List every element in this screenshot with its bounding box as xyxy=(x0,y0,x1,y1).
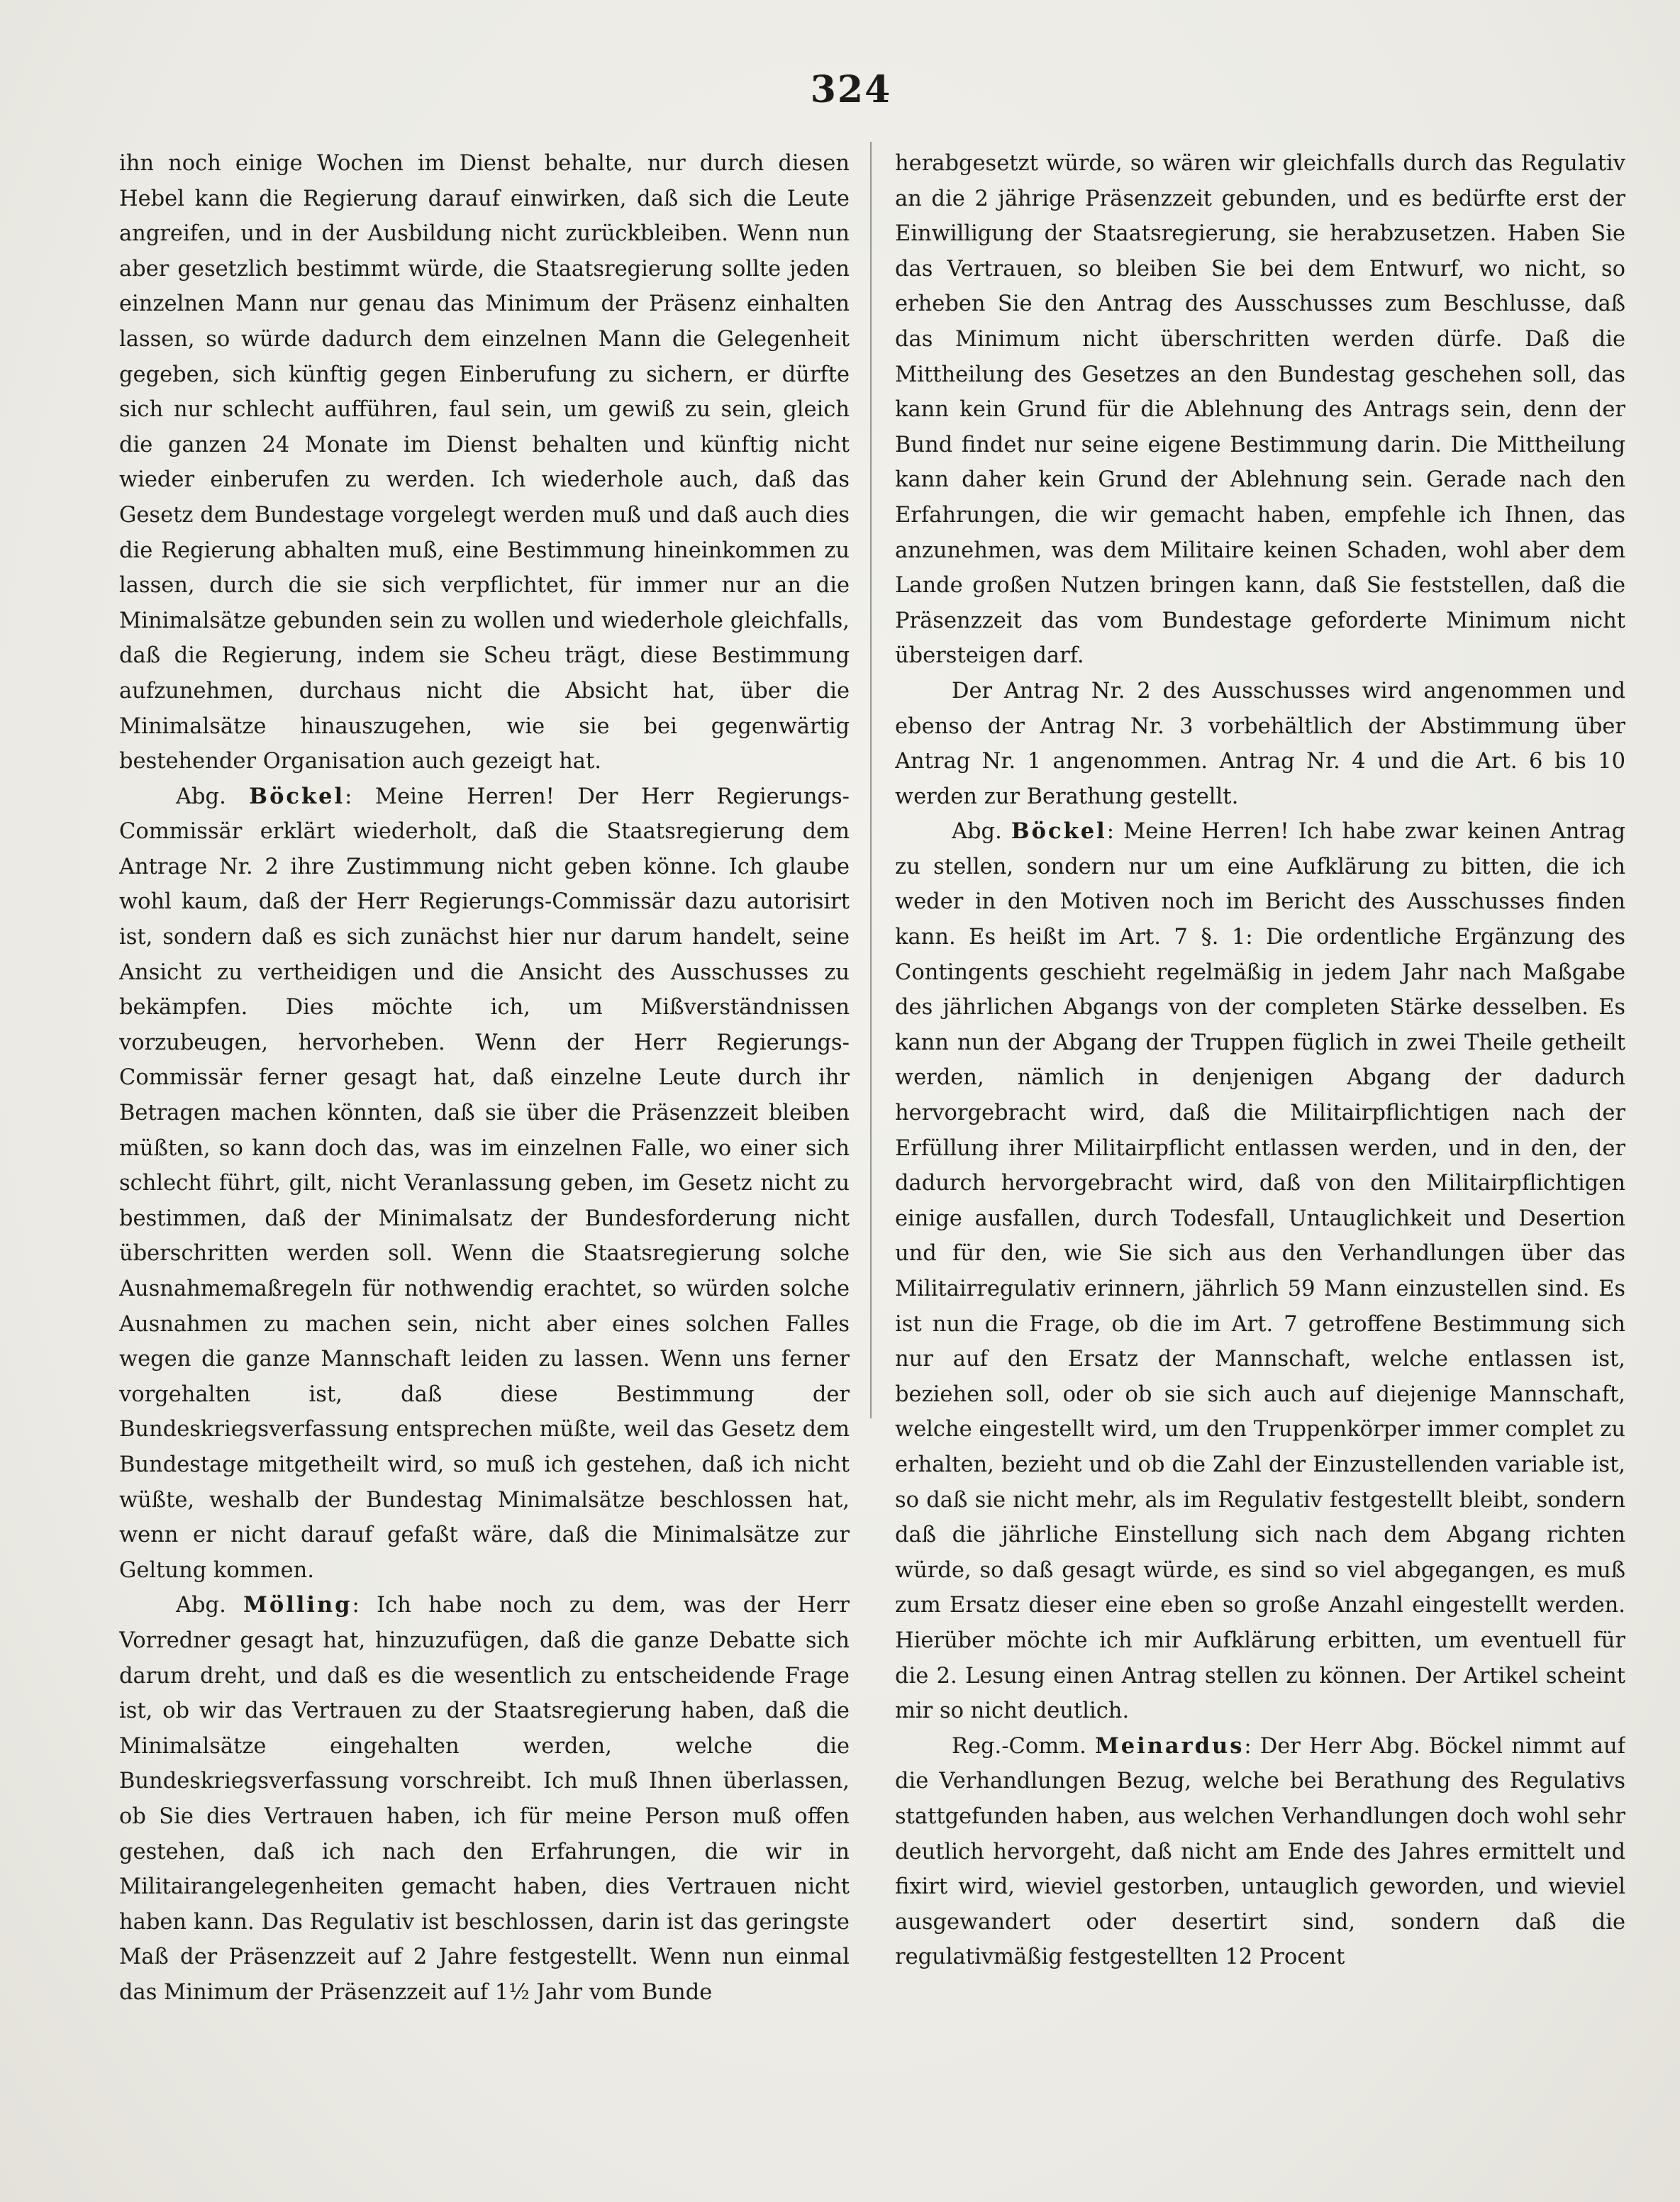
speaker-name: Meinardus xyxy=(1094,1733,1245,1759)
speaker-name: Böckel xyxy=(1011,818,1107,845)
paragraph: ihn noch einige Wochen im Dienst behalte, nur durch diesen Hebel kann die Regierung darauf einwirken, daß sich die Leute angreifen, und in der Ausbildung nicht zurückbleiben. Wenn nun aber gesetzlich bestimmt würde, die Staatsregierung sollte jeden einzelnen Mann nur genau das Minimum der Präsenz einhalten lassen, so würde dadurch dem einzelnen Mann die Gelegenheit gegeben, sich künftig gegen Einberufung zu sichern, er dürfte sich nur schlecht aufführen, faul sein, um gewiß zu sein, gleich die ganzen 24 Monate im Dienst behalten und künftig nicht wieder einberufen zu werden. Ich wiederhole auch, daß das Gesetz dem Bundestage vorgelegt werden muß und daß auch dies die Regierung abhalten muß, eine Bestimmung hineinkommen zu lassen, durch die sie sich verpflichtet, für immer nur an die Minimalsätze gebunden sein zu wollen und wiederhole gleichfalls, daß die Regierung, indem sie Scheu trägt, diese Bestimmung aufzunehmen, durchaus nicht die Absicht hat, über die Minimalsätze hinauszugehen, wie sie bei gegenwärtig bestehender Organisation auch gezeigt hat. xyxy=(119,151,850,774)
right-column xyxy=(895,146,1625,2174)
left-column xyxy=(119,146,850,2174)
speaker-prefix: Abg. xyxy=(952,819,1002,845)
speaker-name: Mölling xyxy=(243,1592,352,1618)
page-number: 324 xyxy=(810,68,892,111)
paragraph: Abg. Böckel: Meine Herren! Ich habe zwar keinen Antrag zu stellen, sondern nur um eine Aufklärung zu bitten, die ich weder in den Motiven noch im Bericht des Ausschusses finden kann. Es heißt im Art. 7 §. 1: Die ordentliche Ergänzung des Contingents geschieht regelmäßig in jedem Jahr nach Maßgabe des jährlichen Abgangs von der completen Stärke desselben. Es kann nun der Abgang der Truppen füglich in zwei Theile getheilt werden, nämlich in denjenigen Abgang der dadurch hervorgebracht wird, daß die Militairpflichtigen nach der Erfüllung ihrer Militairpflicht entlassen werden, und in den, der dadurch hervorgebracht wird, daß von den Militairpflichtigen einige ausfallen, durch Todesfall, Untauglichkeit und Desertion und für den, wie Sie sich aus den Verhandlungen über das Militairregulativ erinnern, jährlich 59 Mann einzustellen sind. Es ist nun die Frage, ob die im Art. 7 getroffene Bestimmung sich nur auf den Ersatz der Mannschaft, welche entlassen ist, beziehen soll, oder ob sie sich auch auf diejenige Mannschaft, welche eingestellt wird, um den Truppenkörper immer complet zu erhalten, bezieht und ob die Zahl der Einzustellenden variable ist, so daß sie nicht mehr, als im Regulativ festgestellt bleibt, sondern daß die jährliche Einstellung sich nach dem Abgang richten würde, so daß gesagt würde, es sind so viel abgegangen, es muß zum Ersatz dieser eine eben so große Anzahl eingestellt werden. Hierüber möchte ich mir Aufklärung erbitten, um eventuell für die 2. Lesung einen Antrag stellen zu können. Der Artikel scheint mir so nicht deutlich. xyxy=(895,818,1625,1724)
column-divider xyxy=(870,142,872,1418)
paragraph: Reg.-Comm. Meinardus: Der Herr Abg. Böckel nimmt auf die Verhandlungen Bezug, welche bei Berathung des Regulativs stattgefunden haben, aus welchen Verhandlungen doch wohl sehr deutlich hervorgeht, daß nicht am Ende des Jahres ermittelt und fixirt wird, wieviel gestorben, untauglich geworden, und wieviel ausgewandert oder desertirt sind, sondern daß die regulativmäßig festgestellten 12 Procent xyxy=(895,1733,1625,1970)
paragraph: Abg. Mölling: Ich habe noch zu dem, was der Herr Vorredner gesagt hat, hinzuzufügen, daß die ganze Debatte sich darum dreht, und daß es die wesentlich zu entscheidende Frage ist, ob wir das Vertrauen zu der Staatsregierung haben, daß die Minimalsätze eingehalten werden, welche die Bundeskriegsverfassung vorschreibt. Ich muß Ihnen überlassen, ob Sie dies Vertrauen haben, ich für meine Person muß offen gestehen, daß ich nach den Erfahrungen, die wir in Militairangelegenheiten gemacht haben, dies Vertrauen nicht haben kann. Das Regulativ ist beschlossen, darin ist das geringste Maß der Präsenzzeit auf 2 Jahre festgestellt. Wenn nun einmal das Minimum der Präsenzzeit auf 1½ Jahr vom Bunde xyxy=(119,1592,850,2005)
paragraph: herabgesetzt würde, so wären wir gleichfalls durch das Regulativ an die 2 jährige Präsenzzeit gebunden, und es bedürfte erst der Einwilligung der Staatsregierung, sie herabzusetzen. Haben Sie das Vertrauen, so bleiben Sie bei dem Entwurf, wo nicht, so erheben Sie den Antrag des Ausschusses zum Beschlusse, daß das Minimum nicht überschritten werden dürfe. Daß die Mittheilung des Gesetzes an den Bundestag geschehen soll, das kann kein Grund für die Ablehnung des Antrags sein, denn der Bund findet nur seine eigene Bestimmung darin. Die Mittheilung kann daher kein Grund der Ablehnung sein. Gerade nach den Erfahrungen, die wir gemacht haben, empfehle ich Ihnen, das anzunehmen, was dem Militaire keinen Schaden, wohl aber dem Lande großen Nutzen bringen kann, daß Sie feststellen, daß die Präsenzzeit das vom Bundestage geforderte Minimum nicht übersteigen darf. xyxy=(895,151,1625,669)
speaker-prefix: Reg.-Comm. xyxy=(952,1733,1086,1759)
speaker-prefix: Abg. xyxy=(176,784,226,809)
paragraph: Abg. Böckel: Meine Herren! Der Herr Regierungs-Commissär erklärt wiederholt, daß die Staatsregierung dem Antrage Nr. 2 ihre Zustimmung nicht geben könne. Ich glaube wohl kaum, daß der Herr Regierungs-Commissär dazu autorisirt ist, sondern daß es sich zunächst hier nur darum handelt, seine Ansicht zu vertheidigen und die Ansicht des Ausschusses zu bekämpfen. Dies möchte ich, um Mißverständnissen vorzubeugen, hervorheben. Wenn der Herr Regierungs-Commissär ferner gesagt hat, daß einzelne Leute durch ihr Betragen machen könnten, daß sie über die Präsenzzeit bleiben müßten, so kann doch das, was im einzelnen Falle, wo einer sich schlecht führt, gilt, nicht Veranlassung geben, im Gesetz nicht zu bestimmen, daß der Minimalsatz der Bundesforderung nicht überschritten werden soll. Wenn die Staatsregierung solche Ausnahmemaßregeln für nothwendig erachtet, so würden solche Ausnahmen zu machen sein, nicht aber eines solchen Falles wegen die ganze Mannschaft leiden zu lassen. Wenn uns ferner vorgehalten ist, daß diese Bestimmung der Bundeskriegsverfassung entsprechen müßte, weil das Gesetz dem Bundestage mitgetheilt wird, so muß ich gestehen, daß ich nicht wüßte, weshalb der Bundestag Minimalsätze beschlossen hat, wenn er nicht darauf gefaßt wäre, daß die Minimalsätze zur Geltung kommen. xyxy=(119,783,850,1583)
speaker-prefix: Abg. xyxy=(176,1593,226,1618)
speaker-name: Böckel xyxy=(249,783,345,809)
paragraph: Der Antrag Nr. 2 des Ausschusses wird angenommen und ebenso der Antrag Nr. 3 vorbehältlich der Abstimmung über Antrag Nr. 1 angenommen. Antrag Nr. 4 und die Art. 6 bis 10 werden zur Berathung gestellt. xyxy=(895,678,1625,809)
